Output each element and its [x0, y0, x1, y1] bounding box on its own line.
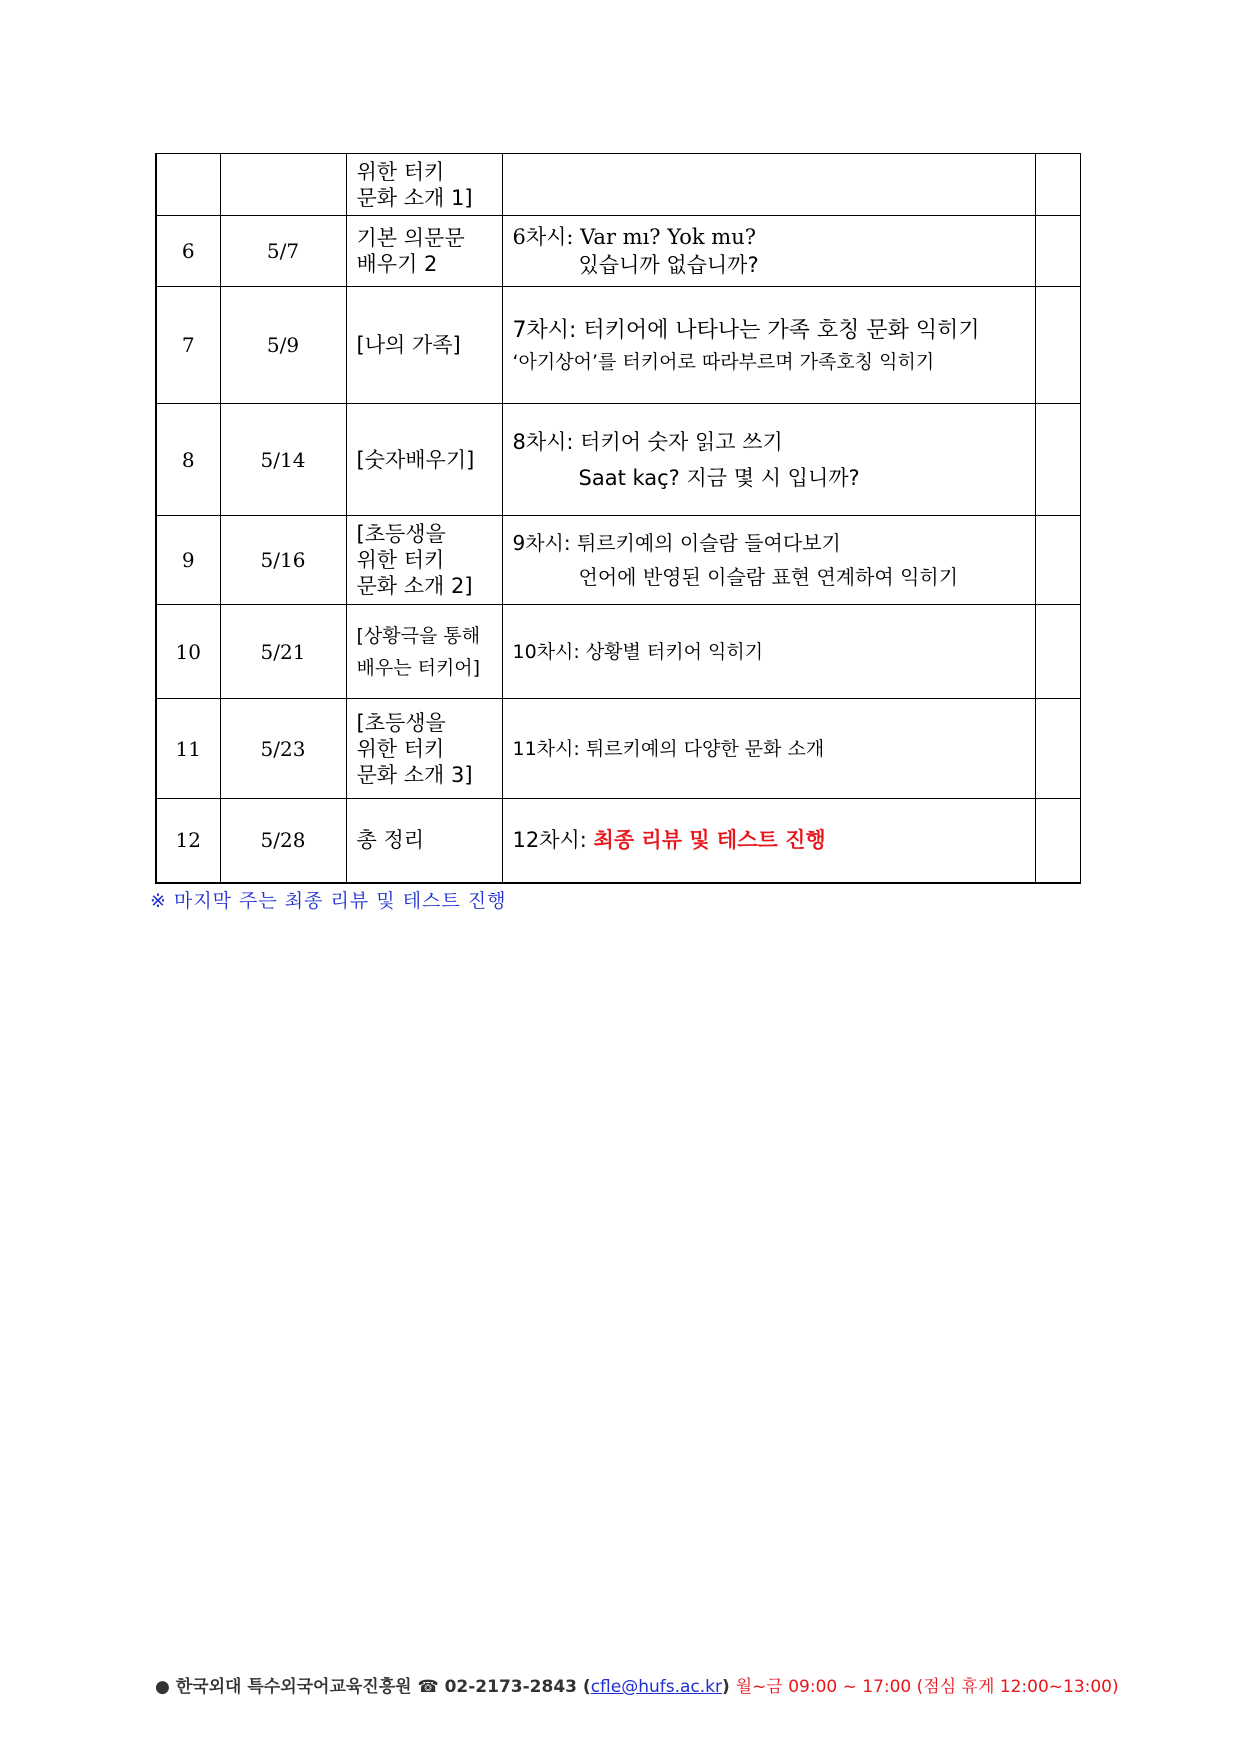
session-number [156, 154, 220, 216]
session-topic [346, 287, 502, 404]
session-topic [346, 154, 502, 216]
table-row [156, 605, 1080, 699]
session-date: 5/28 [220, 799, 346, 883]
table-row [156, 287, 1080, 404]
note-cell [1035, 699, 1080, 799]
session-topic [346, 699, 502, 799]
session-date: 5/14 [220, 404, 346, 516]
final-review-highlight: 최종 리뷰 및 테스트 진행 [593, 828, 826, 853]
topic-line: [숫자배우기] [356, 447, 475, 472]
note-cell [1035, 404, 1080, 516]
session-content [502, 287, 1035, 404]
topic-line: 문화 소개 2] [356, 574, 473, 598]
topic-line: 배우는 터키어] [356, 656, 481, 679]
session-date: 5/23 [220, 699, 346, 799]
lesson-line: Saat kaç? 지금 몇 시 입니까? [578, 465, 860, 490]
note-cell [1035, 216, 1080, 287]
office-hours: 월~금 09:00 ~ 17:00 (점심 휴게 12:00~13:00) [735, 1677, 1119, 1697]
topic-line: 위한 터키 [356, 736, 445, 761]
final-week-note: ※ 마지막 주는 최종 리뷰 및 테스트 진행 [150, 890, 507, 912]
lesson-line: 6차시: Var mı? Yok mu? [512, 225, 756, 249]
session-content [502, 216, 1035, 287]
table-row [156, 699, 1080, 799]
lesson-line: 7차시: 터키어에 나타나는 가족 호칭 문화 익히기 [512, 318, 980, 343]
session-content [502, 605, 1035, 699]
session-content [502, 516, 1035, 605]
note-cell [1035, 605, 1080, 699]
table-row [156, 216, 1080, 287]
phone-number: ☎ 02-2173-2843 [417, 1677, 577, 1697]
session-number: 6 [156, 216, 220, 287]
session-number: 7 [156, 287, 220, 404]
email-link[interactable]: cfle@hufs.ac.kr [590, 1677, 723, 1697]
lesson-line: 11차시: 튀르키예의 다양한 문화 소개 [512, 737, 825, 760]
note-cell [1035, 287, 1080, 404]
lesson-line: 있습니까 없습니까? [578, 253, 759, 277]
schedule-table [155, 153, 1081, 884]
session-topic [346, 404, 502, 516]
topic-line: 위한 터키 [356, 548, 445, 572]
note-cell [1035, 799, 1080, 883]
session-content [502, 699, 1035, 799]
topic-line: 배우기 2 [356, 252, 438, 276]
session-topic [346, 216, 502, 287]
session-date: 5/9 [220, 287, 346, 404]
lesson-line: 9차시: 튀르키예의 이슬람 들여다보기 [512, 531, 841, 555]
session-content [502, 404, 1035, 516]
session-content [502, 154, 1035, 216]
session-date: 5/16 [220, 516, 346, 605]
session-date: 5/21 [220, 605, 346, 699]
session-content [502, 799, 1035, 883]
topic-line: 위한 터키 [356, 159, 445, 184]
table-row [156, 154, 1080, 216]
note-cell [1035, 516, 1080, 605]
session-topic [346, 799, 502, 883]
topic-line: 기본 의문문 [356, 226, 465, 250]
topic-line: [나의 가족] [356, 333, 461, 357]
lesson-line: 10차시: 상황별 터키어 익히기 [512, 640, 764, 663]
topic-line: [상황극을 통해 [356, 624, 481, 647]
session-number: 10 [156, 605, 220, 699]
lesson-line [513, 826, 1025, 854]
lesson-line: 언어에 반영된 이슬람 표현 연계하여 익히기 [578, 565, 959, 589]
table-row [156, 516, 1080, 605]
lesson-line: ‘아기상어’를 터키어로 따라부르며 가족호칭 익히기 [512, 351, 935, 373]
session-number: 11 [156, 699, 220, 799]
topic-line: [초등생을 [356, 522, 446, 546]
session-topic [346, 605, 502, 699]
session-date [220, 154, 346, 216]
org-name: ● 한국외대 특수외국어교육진흥원 [155, 1677, 412, 1697]
table-row [156, 799, 1080, 883]
session-topic [346, 516, 502, 605]
session-number: 8 [156, 404, 220, 516]
note-cell [1035, 154, 1080, 216]
session-number: 12 [156, 799, 220, 883]
topic-line: 문화 소개 3] [356, 762, 473, 787]
topic-line: 총 정리 [356, 828, 425, 853]
session-number: 9 [156, 516, 220, 605]
table-row [156, 404, 1080, 516]
session-date: 5/7 [220, 216, 346, 287]
lesson-line: 8차시: 터키어 숫자 읽고 쓰기 [512, 429, 783, 454]
lesson-prefix: 12차시: [512, 828, 594, 853]
topic-line: [초등생을 [356, 710, 446, 735]
footer-contact: ● 한국외대 특수외국어교육진흥원 ☎ 02-2173-2843 (cfle@hufs.ac.kr) 월~금 09:00 ~ 17:00 (점심 휴게 12:00~13:00) [155, 1677, 1119, 1697]
topic-line: 문화 소개 1] [356, 185, 473, 210]
